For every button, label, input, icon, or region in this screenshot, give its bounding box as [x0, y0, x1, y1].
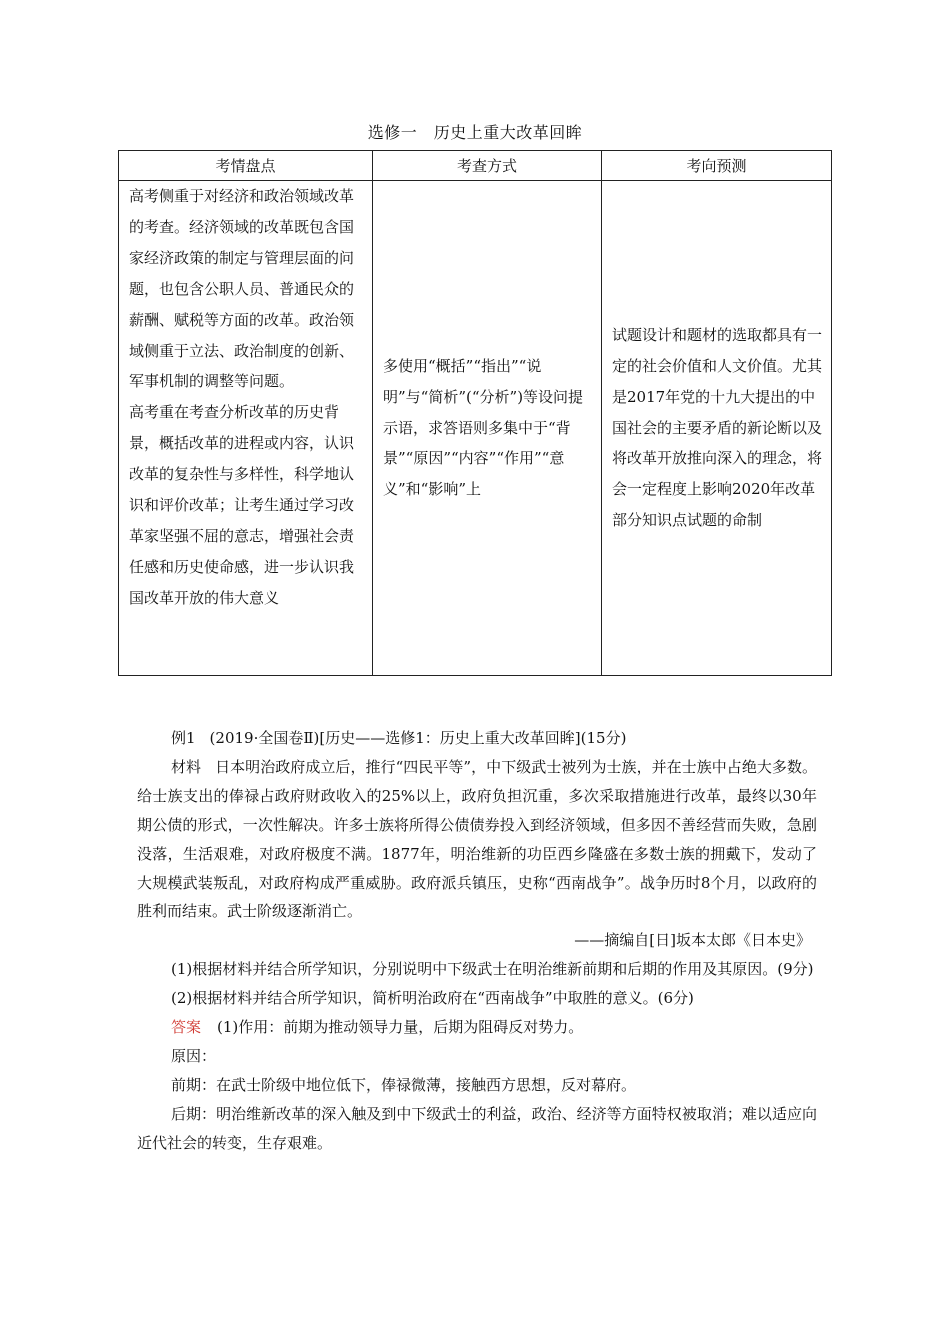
- forecast-cell: [602, 181, 832, 676]
- column-header-exam-summary: 考情盘点: [119, 151, 373, 181]
- answer-label: 答案: [171, 1018, 202, 1037]
- question-2: (2)根据材料并结合所学知识，简析明治政府在“西南战争”中取胜的意义。(6分): [171, 989, 694, 1008]
- example-section: [137, 724, 817, 1158]
- answer-line-2: 原因：: [171, 1046, 217, 1065]
- table-header-row: [119, 151, 832, 181]
- answer-line-4: 后期：明治维新改革的深入触及到中下级武士的利益，政治、经济等方面特权被取消；难以适应向近代社会的转变，生存艰难。: [137, 1104, 817, 1152]
- material-citation: ——摘编自[日]坂本太郎《日本史》: [574, 931, 811, 950]
- material-text: 日本明治政府成立后，推行“四民平等”，中下级武士被列为士族，并在士族中占绝大多数。给士族支出的俸禄占政府财政收入的25%以上，政府负担沉重，多次采取措施进行改革，最终以30年期公债的形式，一次性解决。许多士族将所得公债债券投入到经济领域，但多因不善经营而失败，急剧没落，生活艰难，对政府极度不满。1877年，明治维新的功臣西乡隆盛在多数士族的拥戴下，发动了大规模武装叛乱，对政府构成严重威胁。政府派兵镇压，史称“西南战争”。战争历时8个月，以政府的胜利而结束。武士阶级逐渐消亡。: [137, 757, 817, 921]
- example-source-info: (2019·全国卷Ⅱ)[历史——选修1：历史上重大改革回眸](15分): [209, 729, 627, 747]
- exam-summary-cell: [119, 181, 373, 676]
- column-header-exam-format: 考查方式: [373, 151, 602, 181]
- question-1: (1)根据材料并结合所学知识，分别说明中下级武士在明治维新前期和后期的作用及其原因。(9分): [171, 960, 814, 979]
- answer-text-1: (1)作用：前期为推动领导力量，后期为阻碍反对势力。: [217, 1018, 584, 1037]
- example-heading: [137, 724, 817, 753]
- page-title: 选修一 历史上重大改革回眸: [367, 123, 583, 142]
- answer-line-3: 前期：在武士阶级中地位低下，俸禄微薄，接触西方思想，反对幕府。: [171, 1075, 637, 1094]
- column-header-forecast: 考向预测: [602, 151, 832, 181]
- material-label: 材料: [171, 757, 202, 776]
- answer-line-1: [137, 1013, 817, 1042]
- forecast-text: 试题设计和题材的选取都具有一定的社会价值和人文价值。尤其是2017年党的十九大提出的中国社会的主要矛盾的新论断以及将改革开放推向深入的理念，将会一定程度上影响2020年改革部分知识点试题的命制: [612, 325, 823, 530]
- overview-table: [118, 150, 832, 676]
- exam-summary-paragraph-1: 高考侧重于对经济和政治领域改革的考查。经济领域的改革既包含国家经济政策的制定与管理层面的问题，也包含公职人员、普通民众的薪酬、赋税等方面的改革。政治领域侧重于立法、政治制度的创新、军事机制的调整等问题。: [129, 187, 355, 391]
- example-label: 例1: [171, 729, 196, 747]
- table-row: [119, 181, 832, 676]
- exam-summary-paragraph-2: 高考重在考查分析改革的历史背景，概括改革的进程或内容，认识改革的复杂性与多样性，科学地认识和评价改革；让考生通过学习改革家坚强不屈的意志，增强社会责任感和历史使命感，进一步认识我国改革开放的伟大意义: [129, 403, 355, 607]
- exam-format-cell: [373, 181, 602, 676]
- material-paragraph: [137, 753, 817, 926]
- exam-format-text: 多使用“概括”“指出”“说明”与“简析”(“分析”)等设问提示语，求答语则多集中于“背景”“原因”“内容”“作用”“意义”和“影响”上: [383, 356, 584, 499]
